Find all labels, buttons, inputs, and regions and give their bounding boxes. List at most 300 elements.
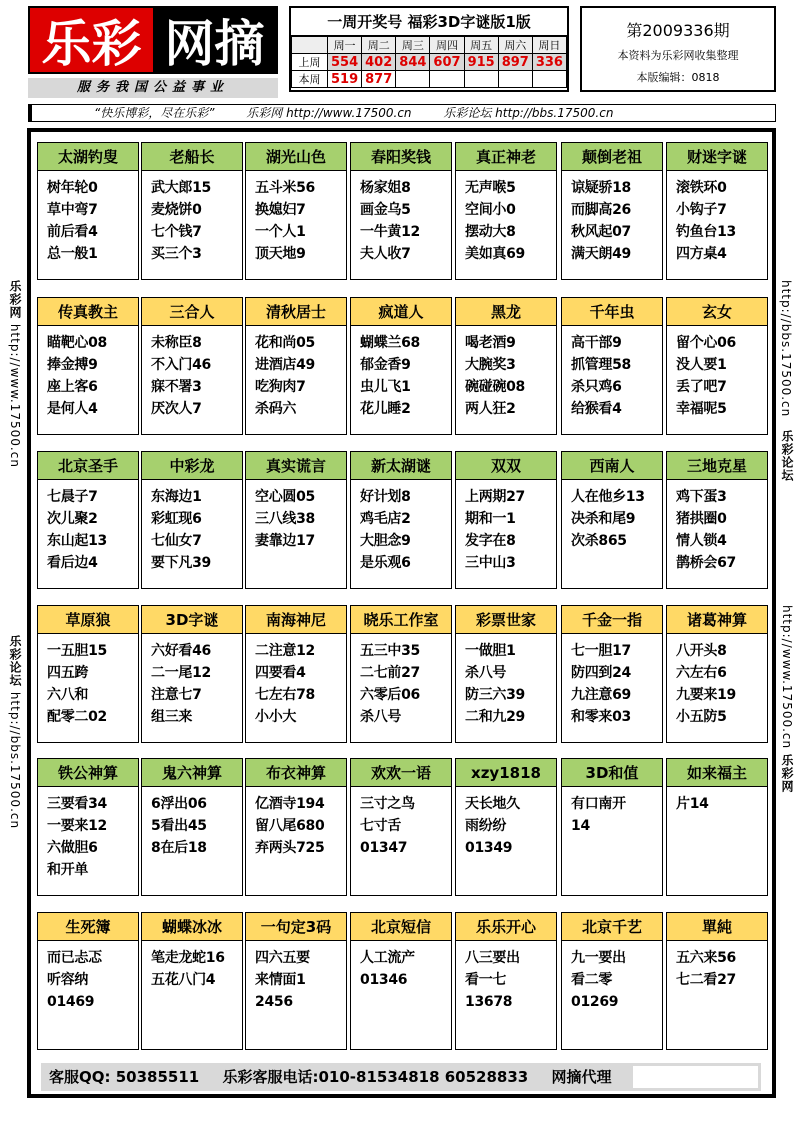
- card-line: 留个心06: [676, 335, 736, 351]
- card-lines: [667, 480, 767, 574]
- card-lines: [456, 634, 556, 728]
- puzzle-card: [350, 297, 452, 435]
- last-week-row: [292, 54, 567, 71]
- card-title: 双双: [456, 452, 556, 480]
- puzzle-card: [561, 297, 663, 435]
- card-line: 杀八号: [465, 665, 507, 681]
- card-line: 看二零: [571, 972, 613, 988]
- card-lines: [562, 480, 662, 552]
- puzzle-card: [141, 605, 243, 743]
- motto-bar: [28, 104, 776, 122]
- card-lines: [38, 480, 138, 574]
- card-line: 七寸舌: [360, 818, 402, 834]
- card-line: 郁金香9: [360, 357, 411, 373]
- card-line: 夫人收7: [360, 246, 411, 262]
- draw-number: 554: [328, 54, 362, 71]
- card-line: 五花八门4: [151, 972, 216, 988]
- service-phone: 乐彩客服电话:010-81534818 60528833: [222, 1068, 529, 1086]
- card-lines: [456, 171, 556, 265]
- card-line: 上两期27: [465, 489, 525, 505]
- card-title: 太湖钓叟: [38, 143, 138, 171]
- card-line: 进酒店49: [255, 357, 315, 373]
- card-lines: [38, 634, 138, 728]
- card-line: 而已忐忑: [47, 950, 102, 966]
- card-title: 真实谎言: [246, 452, 346, 480]
- card-line: 要下凡39: [151, 555, 211, 571]
- card-title: 老船长: [142, 143, 242, 171]
- puzzle-card: [37, 758, 139, 896]
- card-lines: [351, 941, 451, 991]
- card-line: 九一要出: [571, 950, 626, 966]
- card-lines: [667, 787, 767, 815]
- card-line: 一个人1: [255, 224, 306, 240]
- card-line: 买三个3: [151, 246, 202, 262]
- card-line: 次杀865: [571, 533, 627, 549]
- card-title: 中彩龙: [142, 452, 242, 480]
- card-line: 四要看4: [255, 665, 306, 681]
- card-lines: [38, 326, 138, 420]
- card-line: 5看出45: [151, 818, 207, 834]
- issue-editor: 本版编辑：0818: [636, 71, 720, 84]
- puzzle-card: [666, 142, 768, 280]
- card-lines: [142, 480, 242, 574]
- puzzle-card: [561, 605, 663, 743]
- card-lines: [246, 787, 346, 859]
- card-title: 千金一指: [562, 606, 662, 634]
- card-lines: [142, 634, 242, 728]
- card-title: 3D和值: [562, 759, 662, 787]
- draw-number: [430, 71, 464, 88]
- draw-number: [498, 71, 532, 88]
- card-title: 北京圣手: [38, 452, 138, 480]
- card-line: 杀八号: [360, 709, 402, 725]
- draw-number: [532, 71, 566, 88]
- card-line: 一做胆1: [465, 643, 516, 659]
- card-title: 三合人: [142, 298, 242, 326]
- card-title: 清秋居士: [246, 298, 346, 326]
- card-line: 14: [571, 818, 590, 834]
- draw-number: 336: [532, 54, 566, 71]
- issue-number: 第2009336期: [626, 21, 730, 40]
- card-title: 如来福主: [667, 759, 767, 787]
- draw-number: 915: [464, 54, 498, 71]
- card-line: 杀码六: [255, 401, 297, 417]
- card-lines: [456, 480, 556, 574]
- card-line: 6浮出06: [151, 796, 207, 812]
- puzzle-card: [666, 451, 768, 589]
- card-lines: [246, 171, 346, 265]
- card-title: 新太湖谜: [351, 452, 451, 480]
- card-line: 六左右6: [676, 665, 727, 681]
- side-label: 乐彩论坛: [780, 430, 794, 482]
- card-line: 大腕奖3: [465, 357, 516, 373]
- card-line: 蝴蝶兰68: [360, 335, 420, 351]
- card-title: 北京短信: [351, 913, 451, 941]
- card-line: 01269: [571, 994, 619, 1010]
- card-line: 抓管理58: [571, 357, 631, 373]
- card-lines: [562, 941, 662, 1013]
- card-line: 东海边1: [151, 489, 202, 505]
- puzzle-card: [350, 451, 452, 589]
- card-line: 不入门46: [151, 357, 211, 373]
- card-title: 草原狼: [38, 606, 138, 634]
- card-line: 三中山3: [465, 555, 516, 571]
- site-link[interactable]: 乐彩网 http://www.17500.cn: [246, 106, 412, 120]
- draw-header-row: [292, 37, 567, 54]
- logo-part-2: 网摘: [153, 8, 276, 72]
- card-line: 13678: [465, 994, 513, 1010]
- puzzle-card: [37, 142, 139, 280]
- card-title: 千年虫: [562, 298, 662, 326]
- card-line: 八三要出: [465, 950, 520, 966]
- card-line: 六做胆6: [47, 840, 98, 856]
- card-line: 七左右78: [255, 687, 315, 703]
- puzzle-card: [561, 758, 663, 896]
- side-url[interactable]: http://bbs.17500.cn: [8, 691, 22, 830]
- card-line: 猪拱圈0: [676, 511, 727, 527]
- card-line: 留八尾680: [255, 818, 325, 834]
- side-label: 乐彩论坛: [8, 635, 22, 687]
- card-title: 真正神老: [456, 143, 556, 171]
- card-line: 滚铁环0: [676, 180, 727, 196]
- card-line: 听容纳: [47, 972, 89, 988]
- draw-title: 一周开奖号 福彩3D字谜版1版: [291, 8, 567, 36]
- card-line: 次儿聚2: [47, 511, 98, 527]
- card-title: 晓乐工作室: [351, 606, 451, 634]
- draw-results-box: [289, 6, 569, 92]
- draw-table: [291, 36, 567, 88]
- puzzle-card: [37, 605, 139, 743]
- this-week-row: [292, 71, 567, 88]
- this-week-label: 本周: [292, 71, 328, 88]
- draw-number: [464, 71, 498, 88]
- card-lines: [38, 171, 138, 265]
- draw-number: 897: [498, 54, 532, 71]
- card-line: 丢了吧7: [676, 379, 727, 395]
- card-line: 九注意69: [571, 687, 631, 703]
- card-line: 和零来03: [571, 709, 631, 725]
- card-line: 天长地久: [465, 796, 520, 812]
- card-lines: [456, 941, 556, 1013]
- card-title: 春阳奖钱: [351, 143, 451, 171]
- puzzle-card: [350, 758, 452, 896]
- side-url[interactable]: http://www.17500.cn: [8, 323, 22, 468]
- card-lines: [667, 941, 767, 991]
- card-line: 小五防5: [676, 709, 727, 725]
- card-line: 弃两头725: [255, 840, 325, 856]
- card-line: 喝老酒9: [465, 335, 516, 351]
- card-line: 换媳妇7: [255, 202, 306, 218]
- card-line: 一五胆15: [47, 643, 107, 659]
- card-line: 草中弯7: [47, 202, 98, 218]
- card-title: 西南人: [562, 452, 662, 480]
- motto-text: “快乐博彩，尽在乐彩”: [94, 106, 215, 120]
- card-line: 雨纷纷: [465, 818, 507, 834]
- day-header: 周日: [532, 37, 566, 54]
- puzzle-card: [350, 605, 452, 743]
- puzzle-card: [350, 912, 452, 1050]
- puzzle-card: [561, 451, 663, 589]
- card-line: 期和一1: [465, 511, 516, 527]
- card-line: 三要看34: [47, 796, 107, 812]
- card-line: 五六来56: [676, 950, 736, 966]
- side-label: 乐彩网: [8, 280, 22, 319]
- card-line: 01346: [360, 972, 408, 988]
- card-lines: [38, 941, 138, 1013]
- card-title: 玄女: [667, 298, 767, 326]
- card-line: 顶天地9: [255, 246, 306, 262]
- card-line: 空间小0: [465, 202, 516, 218]
- card-line: 组三来: [151, 709, 193, 725]
- side-text-right-mid: [779, 430, 796, 482]
- card-line: 好计划8: [360, 489, 411, 505]
- card-title: 3D字谜: [142, 606, 242, 634]
- card-line: 人工流产: [360, 950, 415, 966]
- card-line: 武大郎15: [151, 180, 211, 196]
- card-line: 东山起13: [47, 533, 107, 549]
- card-lines: [351, 326, 451, 420]
- card-line: 杨家姐8: [360, 180, 411, 196]
- card-line: 彩虹现6: [151, 511, 202, 527]
- card-line: 大胆念9: [360, 533, 411, 549]
- logo-block: [28, 6, 278, 98]
- card-lines: [142, 787, 242, 859]
- card-title: 疯道人: [351, 298, 451, 326]
- card-line: 配零二02: [47, 709, 107, 725]
- day-header: 周六: [498, 37, 532, 54]
- card-line: 情人锁4: [676, 533, 727, 549]
- draw-number: 844: [396, 54, 430, 71]
- card-lines: [246, 326, 346, 420]
- card-line: 捧金搏9: [47, 357, 98, 373]
- card-title: 诸葛神算: [667, 606, 767, 634]
- card-line: 画金乌5: [360, 202, 411, 218]
- card-lines: [667, 634, 767, 728]
- card-title: 南海神尼: [246, 606, 346, 634]
- card-line: 小小大: [255, 709, 297, 725]
- card-line: 虫儿飞1: [360, 379, 411, 395]
- card-title: 北京千艺: [562, 913, 662, 941]
- card-line: 防三六39: [465, 687, 525, 703]
- card-line: 鸡毛店2: [360, 511, 411, 527]
- puzzle-card: [666, 297, 768, 435]
- puzzle-card: [37, 451, 139, 589]
- card-lines: [351, 634, 451, 728]
- card-line: 六八和: [47, 687, 89, 703]
- card-line: 九要来19: [676, 687, 736, 703]
- issue-box: [580, 6, 776, 92]
- puzzle-card: [455, 605, 557, 743]
- card-line: 树年轮0: [47, 180, 98, 196]
- puzzle-card: [666, 912, 768, 1050]
- card-title: 黑龙: [456, 298, 556, 326]
- card-lines: [351, 787, 451, 859]
- card-line: 秋风起07: [571, 224, 631, 240]
- card-lines: [667, 326, 767, 420]
- card-line: 二七前27: [360, 665, 420, 681]
- card-lines: [351, 171, 451, 265]
- puzzle-card: [455, 912, 557, 1050]
- puzzle-card: [350, 142, 452, 280]
- card-lines: [142, 326, 242, 420]
- card-line: 看后边4: [47, 555, 98, 571]
- forum-link[interactable]: 乐彩论坛 http://bbs.17500.cn: [443, 106, 614, 120]
- card-lines: [38, 787, 138, 881]
- card-line: 前后看4: [47, 224, 98, 240]
- draw-corner: [292, 37, 328, 54]
- card-title: 單純: [667, 913, 767, 941]
- puzzle-card: [245, 912, 347, 1050]
- card-line: 和开单: [47, 862, 89, 878]
- puzzle-card: [455, 142, 557, 280]
- logo: [28, 6, 278, 74]
- day-header: 周一: [328, 37, 362, 54]
- draw-number: 607: [430, 54, 464, 71]
- puzzle-card: [141, 758, 243, 896]
- card-lines: [562, 171, 662, 265]
- card-line: 八开头8: [676, 643, 727, 659]
- card-title: 铁公神算: [38, 759, 138, 787]
- puzzle-card: [245, 297, 347, 435]
- card-line: 两人狂2: [465, 401, 516, 417]
- card-line: 四方桌4: [676, 246, 727, 262]
- card-line: 有口南开: [571, 796, 626, 812]
- card-line: 七晨子7: [47, 489, 98, 505]
- card-lines: [142, 171, 242, 265]
- card-line: 二注意12: [255, 643, 315, 659]
- card-title: 彩票世家: [456, 606, 556, 634]
- service-qq: 客服QQ: 50385511: [49, 1068, 200, 1086]
- card-line: 花儿睡2: [360, 401, 411, 417]
- card-title: 颠倒老祖: [562, 143, 662, 171]
- day-header: 周四: [430, 37, 464, 54]
- side-text-right-bottom: [779, 605, 796, 793]
- card-title: 湖光山色: [246, 143, 346, 171]
- card-lines: [456, 326, 556, 420]
- card-line: 四六五要: [255, 950, 310, 966]
- card-line: 二一尾12: [151, 665, 211, 681]
- card-line: 一要来12: [47, 818, 107, 834]
- side-url[interactable]: http://bbs.17500.cn: [779, 280, 793, 418]
- slogan: 服务我国公益事业: [28, 78, 278, 98]
- card-line: 鹊桥会67: [676, 555, 736, 571]
- puzzle-card: [141, 297, 243, 435]
- puzzle-card: [455, 297, 557, 435]
- day-header: 周五: [464, 37, 498, 54]
- agent-field: [633, 1066, 758, 1088]
- puzzle-card: [141, 142, 243, 280]
- puzzle-card: [141, 451, 243, 589]
- card-line: 七一胆17: [571, 643, 631, 659]
- card-lines: [246, 480, 346, 552]
- card-line: 笔走龙蛇16: [151, 950, 225, 966]
- card-line: 决杀和尾9: [571, 511, 636, 527]
- card-line: 杀只鸡6: [571, 379, 622, 395]
- puzzle-card: [455, 451, 557, 589]
- card-line: 是乐观6: [360, 555, 411, 571]
- card-line: 来情面1: [255, 972, 306, 988]
- card-lines: [142, 941, 242, 991]
- last-week-label: 上周: [292, 54, 328, 71]
- card-line: 01469: [47, 994, 95, 1010]
- card-title: 欢欢一语: [351, 759, 451, 787]
- side-url[interactable]: http://www.17500.cn: [780, 605, 794, 750]
- puzzle-card: [245, 451, 347, 589]
- logo-part-1: 乐彩: [30, 8, 153, 72]
- card-line: 幸福呢5: [676, 401, 727, 417]
- draw-number: 519: [328, 71, 362, 88]
- card-line: 三八线38: [255, 511, 315, 527]
- card-title: xzy1818: [456, 759, 556, 787]
- side-label: 乐彩网: [780, 753, 794, 793]
- card-line: 无声喉5: [465, 180, 516, 196]
- draw-number: 877: [362, 71, 396, 88]
- card-line: 2456: [255, 994, 293, 1010]
- puzzle-card: [666, 605, 768, 743]
- card-line: 亿酒寺194: [255, 796, 325, 812]
- card-line: 没人要1: [676, 357, 727, 373]
- card-line: 七仙女7: [151, 533, 202, 549]
- card-line: 花和尚05: [255, 335, 315, 351]
- card-line: 01347: [360, 840, 408, 856]
- card-title: 布衣神算: [246, 759, 346, 787]
- card-line: 满天朗49: [571, 246, 631, 262]
- card-line: 一牛黄12: [360, 224, 420, 240]
- puzzle-card: [561, 912, 663, 1050]
- card-line: 碗碰碗08: [465, 379, 525, 395]
- card-line: 防四到24: [571, 665, 631, 681]
- card-line: 吃狗肉7: [255, 379, 306, 395]
- card-line: 五斗米56: [255, 180, 315, 196]
- card-line: 看一七: [465, 972, 507, 988]
- card-line: 寐不署3: [151, 379, 202, 395]
- puzzle-card: [245, 758, 347, 896]
- card-lines: [562, 634, 662, 728]
- card-title: 生死簿: [38, 913, 138, 941]
- card-line: 片14: [676, 796, 709, 812]
- card-title: 乐乐开心: [456, 913, 556, 941]
- card-line: 厌次人7: [151, 401, 202, 417]
- card-lines: [246, 941, 346, 1013]
- card-line: 钓鱼台13: [676, 224, 736, 240]
- card-title: 鬼六神算: [142, 759, 242, 787]
- puzzle-card: [561, 142, 663, 280]
- puzzle-card: [666, 758, 768, 896]
- card-lines: [562, 326, 662, 420]
- card-line: 五三中35: [360, 643, 420, 659]
- agent-label: 网摘代理: [551, 1068, 612, 1086]
- card-line: 注意七7: [151, 687, 202, 703]
- card-line: 谅疑骄18: [571, 180, 631, 196]
- side-text-left-top: [7, 280, 24, 468]
- card-title: 财迷字谜: [667, 143, 767, 171]
- card-line: 空心圆05: [255, 489, 315, 505]
- card-lines: [246, 634, 346, 728]
- puzzle-card: [37, 912, 139, 1050]
- issue-source: 本资料为乐彩网收集整理: [617, 49, 739, 62]
- card-line: 是何人4: [47, 401, 98, 417]
- day-header: 周三: [396, 37, 430, 54]
- card-line: 三寸之鸟: [360, 796, 415, 812]
- card-line: 美如真69: [465, 246, 525, 262]
- card-line: 给猴看4: [571, 401, 622, 417]
- card-line: 七二看27: [676, 972, 736, 988]
- card-line: 七个钱7: [151, 224, 202, 240]
- card-line: 四五跨: [47, 665, 89, 681]
- card-lines: [562, 787, 662, 837]
- card-line: 座上客6: [47, 379, 98, 395]
- card-title: 三地克星: [667, 452, 767, 480]
